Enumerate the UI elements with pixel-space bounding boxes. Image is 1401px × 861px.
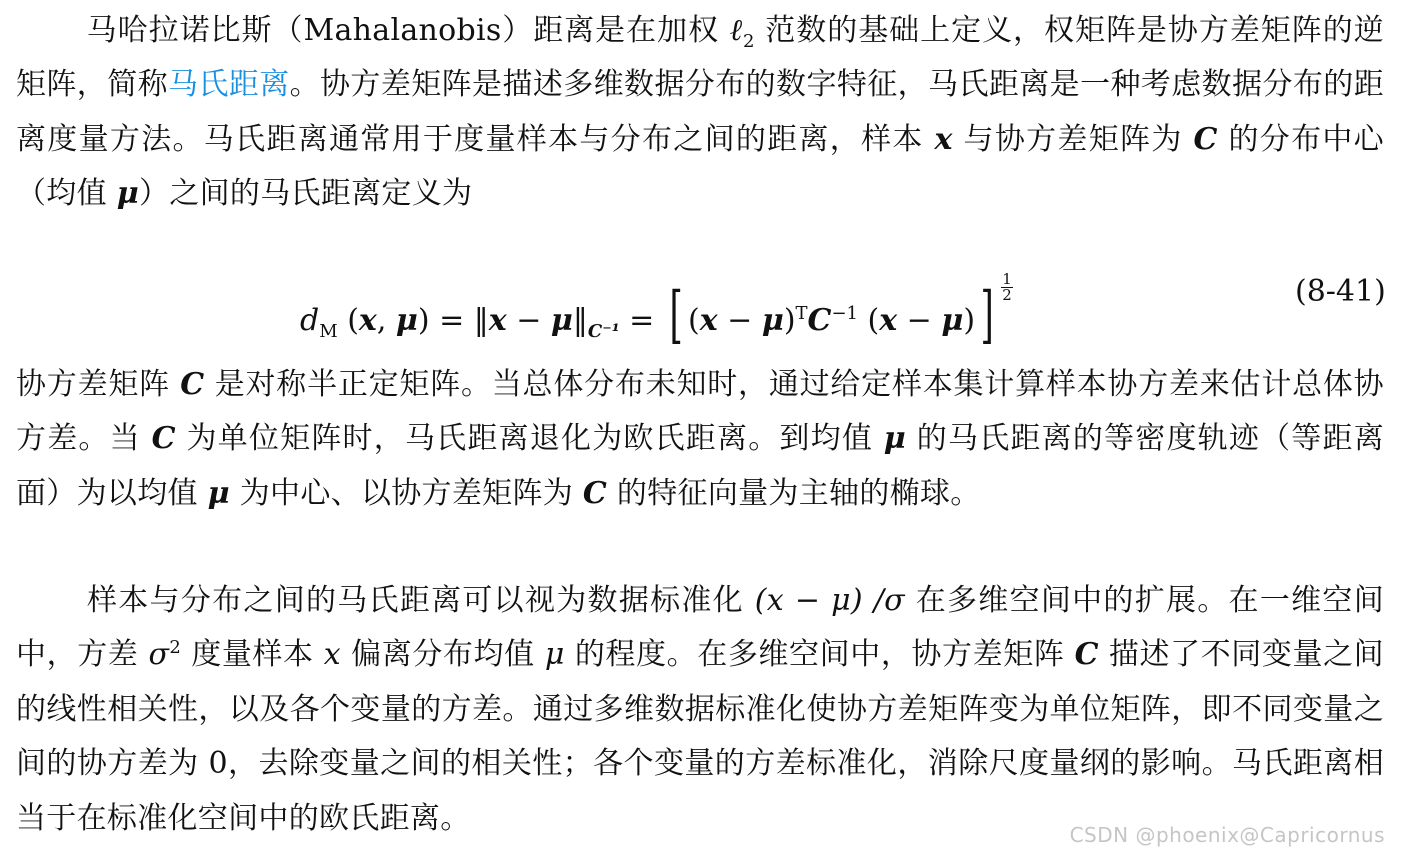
p1-text-5: 的分布中心（均值: [16, 121, 1384, 212]
vector-mu: μ: [116, 176, 140, 212]
p1-text-4: 与协方差矩阵为: [952, 121, 1194, 157]
standardization-expr: (x − μ) /σ: [754, 583, 905, 618]
eq-mu-2: μ: [550, 303, 573, 338]
eq-d-sub: M: [319, 321, 338, 342]
eq-transpose: T: [795, 303, 808, 324]
p3-text-3: 度量样本: [181, 637, 324, 673]
mahalanobis-link[interactable]: 马氏距离: [168, 67, 290, 103]
l2-symbol: ℓ: [729, 13, 744, 48]
csdn-watermark: CSDN @phoenix@Capricornus: [1069, 823, 1385, 847]
eq-open-2: (: [688, 303, 700, 338]
eq-mu-1: μ: [395, 303, 418, 338]
p1-text-1: 马哈拉诺比斯（Mahalanobis）距离是在加权: [86, 13, 730, 48]
eq-norm-sub: C⁻¹: [587, 321, 620, 342]
paragraph-1: [16, 4, 1384, 222]
p2-text-1: 协方差矩阵: [16, 367, 181, 402]
p1-text-2: 范数的基础上定义，权矩阵是协方差矩阵的逆矩阵，简称: [16, 13, 1384, 103]
p3-text-6: 描述了不同变量之间的线性相关性，以及各个变量的方差。通过多维数据标准化使协方差矩阵变为单位矩阵，即不同变量之间的协方差为 0，去除变量之间的相关性；各个变量的方差标准化，消除尺度量纲的影响。马氏距离相当于在标准化空间中的欧氏距离。: [16, 637, 1384, 836]
p3-text-5: 的程度。在多维空间中，协方差矩阵: [564, 637, 1075, 673]
p3-text-4: 偏离分布均值: [341, 637, 545, 673]
paragraph-3: [16, 574, 1384, 846]
eq-half-exponent: [1001, 272, 1013, 303]
eq-mu-4: μ: [941, 303, 964, 338]
matrix-C: C: [151, 421, 176, 457]
eq-minus-2: −: [717, 303, 762, 338]
eq-equals-2: =: [619, 303, 664, 338]
matrix-C: C: [180, 367, 205, 402]
p2-text-6: 的特征向量为主轴的椭球。: [607, 475, 981, 511]
eq-open-3: (: [857, 303, 880, 338]
equation-8-41: [0, 238, 1401, 351]
eq-rparen: ): [417, 303, 430, 338]
eq-half-den: 2: [1002, 286, 1012, 304]
p2-text-2: 是对称半正定矩阵。当总体分布未知时，通过给定样本集计算样本协方差来估计总体协方差。当: [16, 367, 1384, 457]
eq-d: d: [300, 303, 320, 338]
p1-text-6: ）之间的马氏距离定义为: [139, 176, 473, 212]
eq-half-num: 1: [1002, 270, 1012, 288]
eq-right-bracket: ]: [980, 278, 994, 351]
eq-lparen: (: [347, 303, 359, 338]
p2-text-5: 为中心、以协方差矩阵为: [229, 475, 583, 511]
vector-x: x: [934, 121, 953, 157]
eq-close-3: ): [963, 303, 976, 338]
eq-left-bracket: [: [669, 278, 683, 351]
scalar-mu: μ: [544, 637, 565, 673]
eq-minus-3: −: [897, 303, 942, 338]
eq-minus-1: −: [506, 303, 551, 338]
p2-text-3: 为单位矩阵时，马氏距离退化为欧氏距离。到均值: [175, 421, 884, 457]
matrix-C: C: [1074, 637, 1099, 673]
p1-text-3: 。协方差矩阵是描述多维数据分布的数字特征，马氏距离是一种考虑数据分布的距离度量方法。马氏距离通常用于度量样本与分布之间的距离，样本: [16, 67, 1384, 157]
p3-text-1: 样本与分布之间的马氏距离可以视为数据标准化: [86, 583, 755, 618]
scalar-x: x: [323, 637, 341, 673]
p3-text-2: 在多维空间中的扩展。在一维空间中，方差: [16, 583, 1384, 673]
equation-formula: [300, 270, 1013, 351]
matrix-C: C: [582, 475, 608, 511]
equation-number: (8-41): [1295, 274, 1386, 309]
eq-x-2: x: [488, 303, 507, 338]
eq-close-2: ): [783, 303, 796, 338]
eq-x-4: x: [879, 303, 898, 338]
p2-text-4: 的马氏距离的等密度轨迹（等距离面）为以均值: [16, 421, 1384, 511]
l2-subscript: 2: [743, 31, 755, 52]
sigma-symbol: σ: [148, 637, 170, 673]
eq-x-1: x: [358, 303, 377, 338]
eq-inverse: −1: [831, 303, 858, 324]
paragraph-2: [16, 358, 1384, 521]
eq-x-3: x: [699, 303, 718, 338]
vector-mu: μ: [883, 421, 907, 457]
sigma-square: 2: [169, 637, 182, 659]
eq-comma: ,: [376, 303, 396, 338]
matrix-C: C: [1193, 121, 1218, 157]
eq-norm-close: ‖: [572, 303, 588, 338]
eq-mu-3: μ: [761, 303, 784, 338]
eq-C: C: [807, 303, 832, 338]
eq-equals-norm: = ‖: [429, 303, 489, 338]
vector-mu: μ: [207, 475, 230, 511]
